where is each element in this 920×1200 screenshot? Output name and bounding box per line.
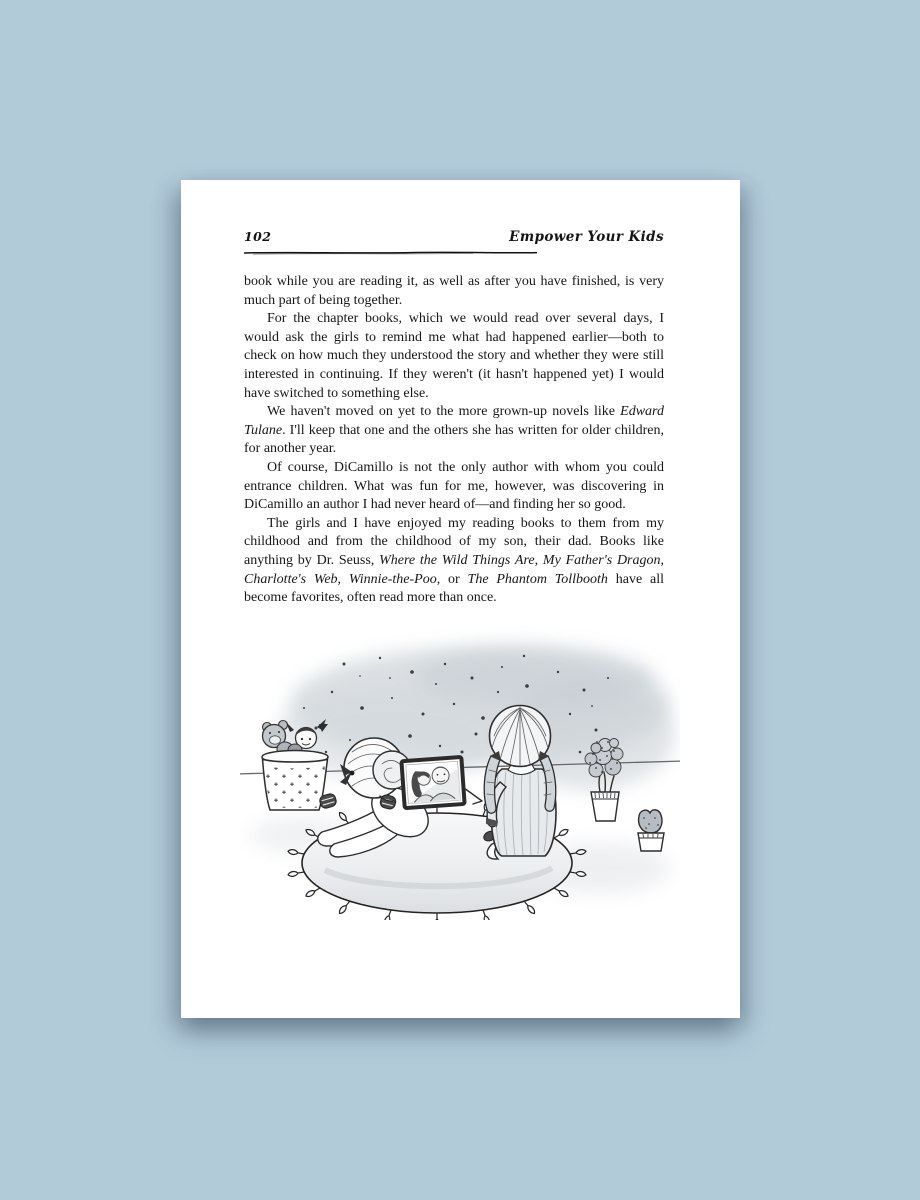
paragraph: The girls and I have enjoyed my reading books to them from my childhood and from the childhood of my son, their dad. Books like anything by Dr. Seuss, Where the Wild Things Are, My Father's Dragon, Charlotte's Web, Winnie-the-Poo, or The Phantom Tollbooth have all become favorites, often read more than once. (244, 515, 664, 606)
cactus-body (639, 810, 662, 833)
body-text (244, 273, 664, 608)
illustration-children-videocall (240, 620, 680, 920)
cactus (638, 810, 664, 851)
cactus-pot (638, 833, 664, 851)
tablet-stand (464, 788, 482, 804)
paragraph: book while you are reading it, as well as after you have finished, is very much part of being together. (244, 274, 664, 308)
paragraph: We haven't moved on yet to the more grown-up novels like Edward Tulane. I'll keep that one and the others she has written for older children, for another year. (244, 404, 664, 457)
header-rule (243, 250, 539, 256)
page-header (244, 229, 664, 246)
running-title: Empower Your Kids (509, 229, 664, 245)
child-sitting (482, 706, 556, 860)
paragraph: Of course, DiCamillo is not the only author with whom you could entrance children. What was fun for me, however, was discovering in DiCamillo an author I had never heard of—and finding her so good. (244, 459, 664, 513)
page-number: 102 (244, 229, 272, 244)
book-page (181, 180, 740, 1018)
paragraph: For the chapter books, which we would read over several days, I would ask the girls to remind me what had happened earlier—both to check on how much they understood the story and whether they were still interested in continuing. If they weren't (it hasn't happened yet) I would have switched to something else. (244, 311, 664, 401)
